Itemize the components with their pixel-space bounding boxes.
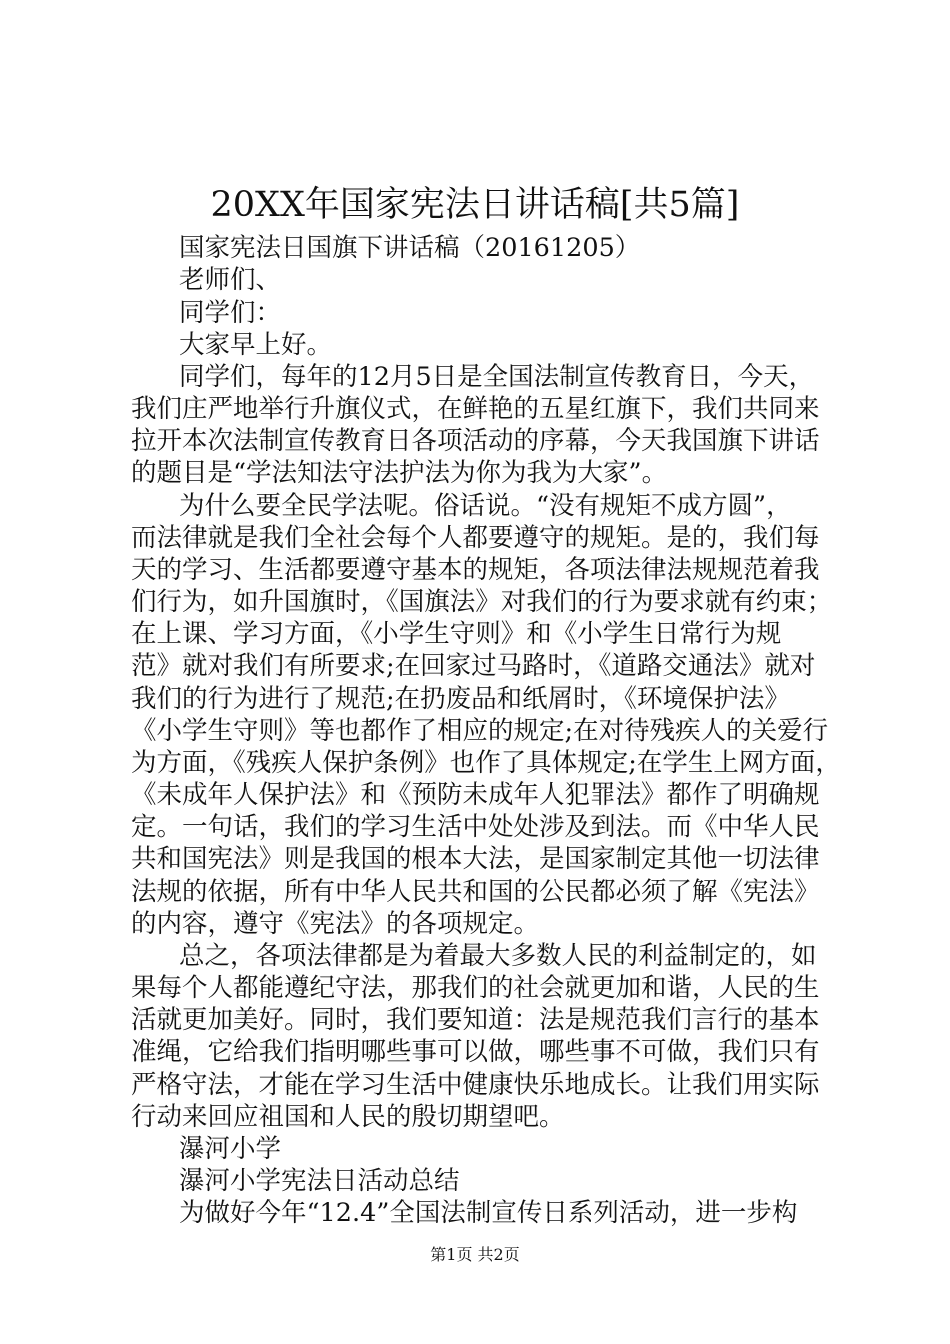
paragraph-line: 为什么要全民学法呢。俗话说。“没有规矩不成方圆”， bbox=[179, 491, 792, 521]
paragraph-line: 的内容，遵守《宪法》的各项规定。 bbox=[131, 909, 540, 939]
paragraph-line: 总之，各项法律都是为着最大多数人民的利益制定的，如 bbox=[179, 941, 817, 971]
paragraph-line: 行动来回应祖国和人民的殷切期望吧。 bbox=[131, 1102, 565, 1132]
paragraph-line: 活就更加美好。同时，我们要知道：法是规范我们言行的基本 bbox=[131, 1005, 820, 1035]
paragraph-line: 而法律就是我们全社会每个人都要遵守的规矩。是的，我们每 bbox=[131, 523, 820, 553]
paragraph-line: 范》就对我们有所要求;在回家过马路时，《道路交通法》就对 bbox=[131, 651, 816, 681]
paragraph-line: 我们的行为进行了规范;在扔废品和纸屑时，《环境保护法》 bbox=[131, 684, 790, 714]
section-heading: 瀑河小学宪法日活动总结 bbox=[179, 1166, 460, 1196]
paragraph-line: 我们庄严地举行升旗仪式，在鲜艳的五星红旗下，我们共同来 bbox=[131, 394, 820, 424]
paragraph-line: 果每个人都能遵纪守法，那我们的社会就更加和谐，人民的生 bbox=[131, 973, 820, 1003]
paragraph-line: 的题目是“学法知法守法护法为你为我为大家”。 bbox=[131, 458, 668, 488]
page-footer: 第1页 共2页 bbox=[430, 1245, 520, 1264]
paragraph-line: 拉开本次法制宣传教育日各项活动的序幕，今天我国旗下讲话 bbox=[131, 426, 820, 456]
paragraph-line: 法规的依据，所有中华人民共和国的公民都必须了解《宪法》 bbox=[131, 877, 820, 907]
paragraph-line: 们行为，如升国旗时，《国旗法》对我们的行为要求就有约束； bbox=[131, 587, 833, 617]
paragraph-line: 在上课、学习方面，《小学生守则》和《小学生日常行为规 bbox=[131, 619, 782, 649]
paragraph-line: 为做好今年“12.4”全国法制宣传日系列活动，进一步构 bbox=[179, 1198, 798, 1228]
paragraph-line: 天的学习、生活都要遵守基本的规矩，各项法律法规规范着我 bbox=[131, 555, 820, 585]
paragraph-line: 《小学生守则》等也都作了相应的规定;在对待残疾人的关爱行 bbox=[131, 716, 829, 746]
paragraph-line: 《未成年人保护法》和《预防未成年人犯罪法》都作了明确规 bbox=[131, 780, 820, 810]
paragraph-line: 同学们，每年的12月5日是全国法制宣传教育日，今天， bbox=[179, 362, 815, 392]
greeting-line: 大家早上好。 bbox=[179, 330, 333, 360]
greeting-line: 同学们： bbox=[179, 298, 282, 328]
paragraph-line: 准绳，它给我们指明哪些事可以做，哪些事不可做，我们只有 bbox=[131, 1037, 820, 1067]
paragraph-line: 定。一句话，我们的学习生活中处处涉及到法。而《中华人民 bbox=[131, 812, 820, 842]
greeting-line: 老师们、 bbox=[179, 265, 282, 295]
subtitle-line: 国家宪法日国旗下讲话稿（20161205） bbox=[179, 233, 641, 263]
paragraph-line: 严格守法，才能在学习生活中健康快乐地成长。让我们用实际 bbox=[131, 1070, 820, 1100]
paragraph-line: 为方面，《残疾人保护条例》也作了具体规定;在学生上网方面， bbox=[131, 748, 841, 778]
signature-line: 瀑河小学 bbox=[179, 1134, 282, 1164]
document-title: 20XX年国家宪法日讲话稿[共5篇] bbox=[210, 185, 740, 225]
paragraph-line: 共和国宪法》则是我国的根本大法，是国家制定其他一切法律 bbox=[131, 844, 820, 874]
